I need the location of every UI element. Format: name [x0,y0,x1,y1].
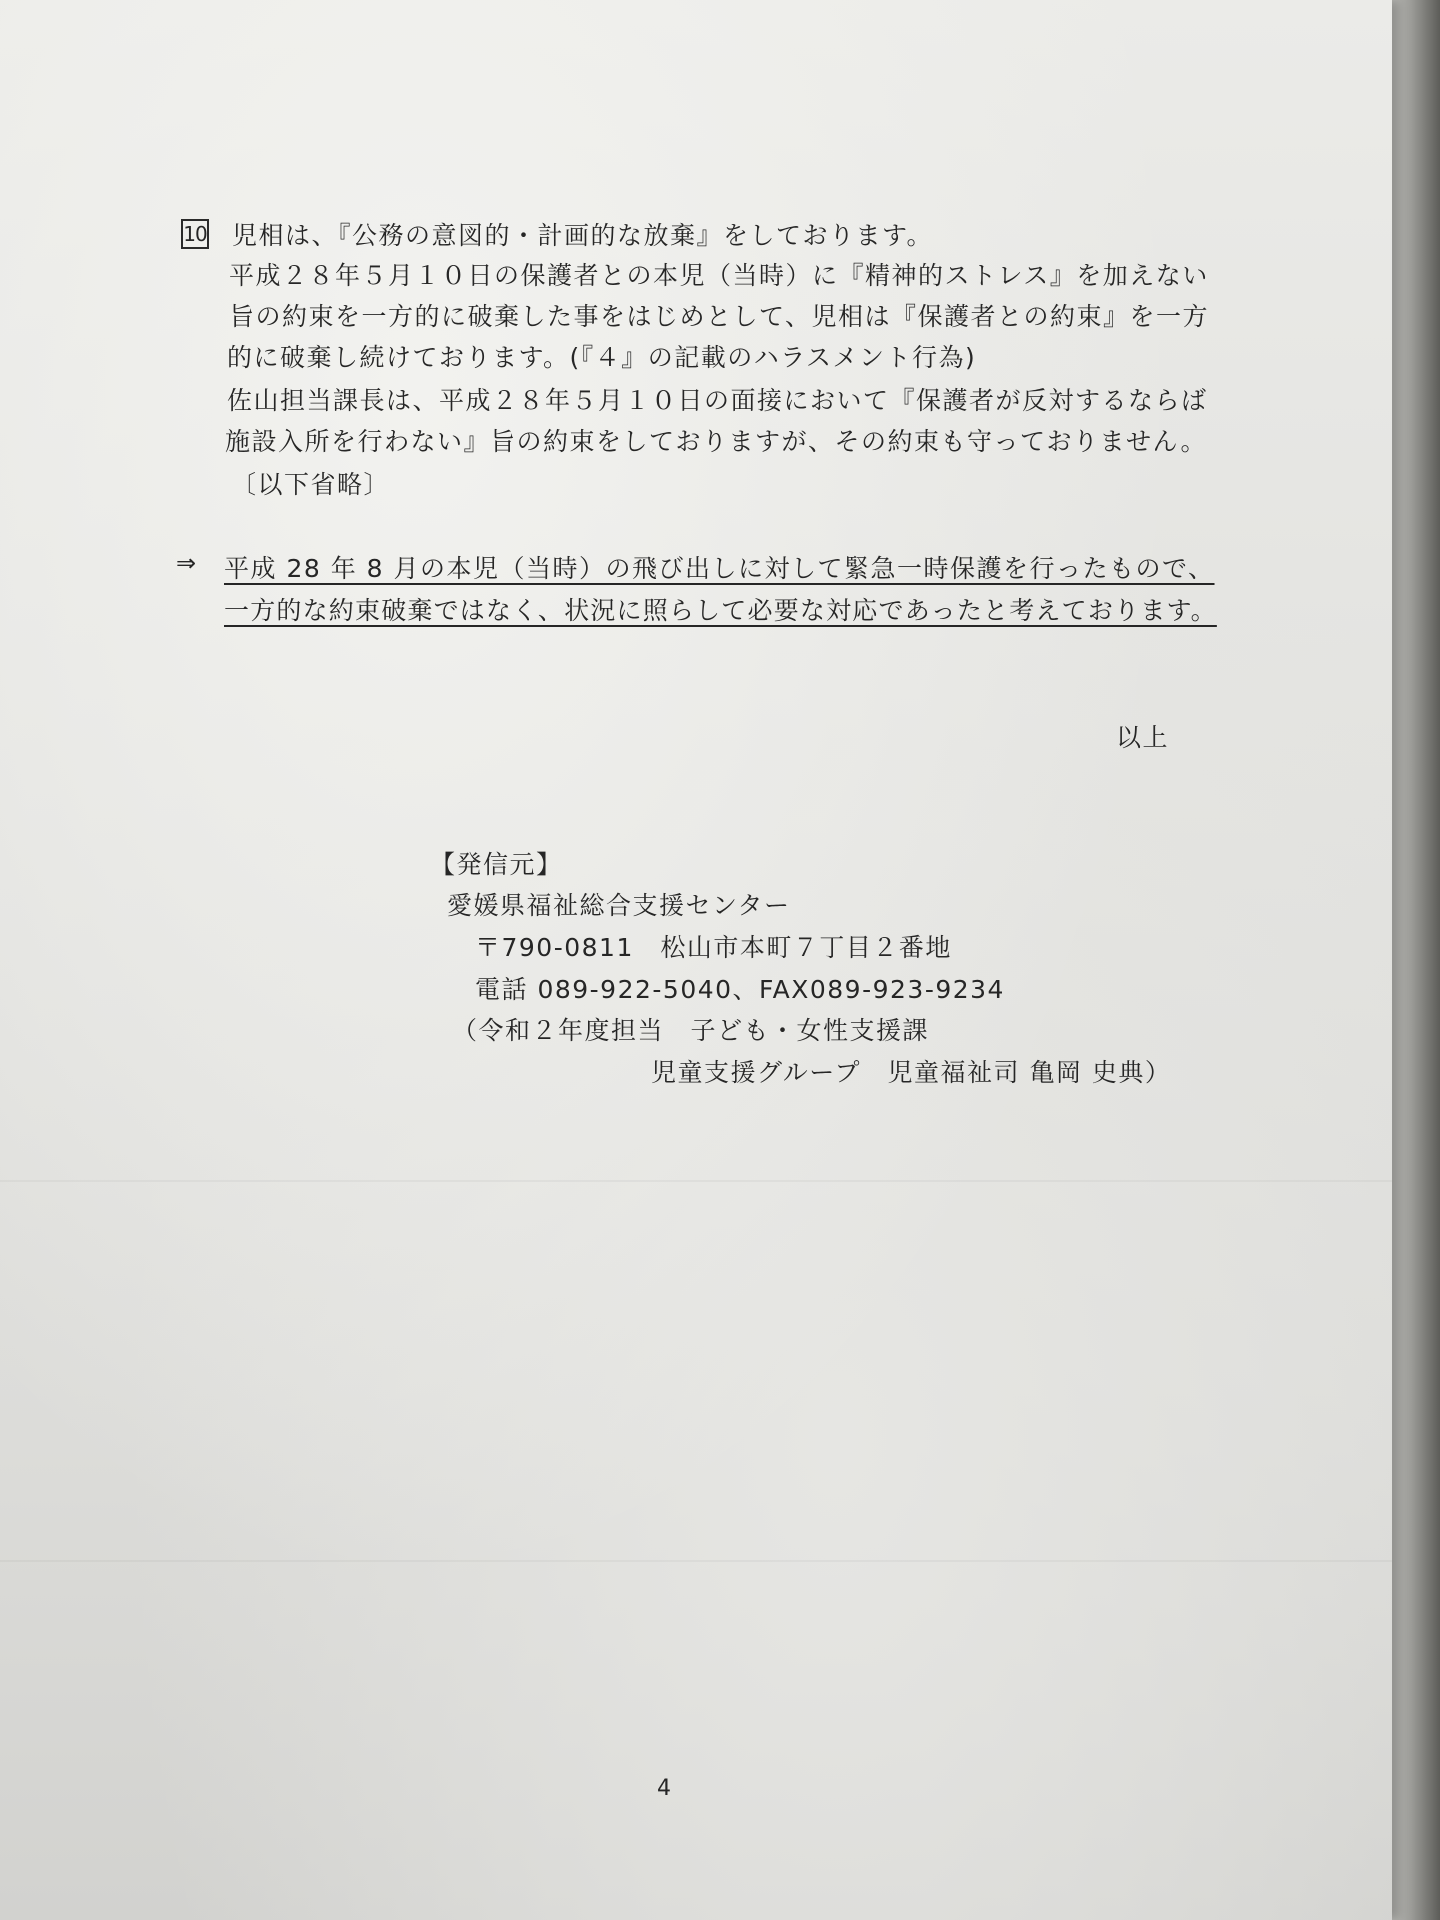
response-line-1: 平成 28 年 8 月の本児（当時）の飛び出しに対して緊急一時保護を行ったもので、 [224,554,1215,583]
sender-heading: 【発信元】 [430,850,563,879]
sender-phone: 電話 089-922-5040、FAX089-923-9234 [475,975,1005,1004]
item-line-2: 平成２８年５月１０日の保護者との本児（当時）に『精神的ストレス』を加えない [229,261,1209,290]
item-line-7: 〔以下省略〕 [231,470,391,499]
sender-charge-line-2: 児童支援グループ 児童福祉司 亀岡 史典） [651,1058,1172,1087]
sender-address: 〒790-0811 松山市本町７丁目２番地 [475,933,952,962]
page-number: 4 [657,1776,673,1801]
item-line-6: 施設入所を行わない』旨の約束をしておりますが、その約束も守っておりません。 [225,427,1208,456]
response-line-2: 一方的な約束破棄ではなく、状況に照らして必要な対応であったと考えております。 [224,596,1217,625]
item-line-4: 的に破棄し続けております。(『４』の記載のハラスメント行為) [227,343,977,372]
sender-charge-line-1: （令和２年度担当 子ども・女性支援課 [452,1016,930,1045]
background-edge [1392,0,1440,1920]
item-line-1: 児相は、『公務の意図的・計画的な放棄』をしております。 [232,221,934,250]
paper-crease [0,1180,1392,1182]
closing-text: 以上 [1116,723,1170,752]
item-line-3: 旨の約束を一方的に破棄した事をはじめとして、児相は『保護者との約束』を一方 [229,302,1210,331]
paper-crease [0,1560,1392,1562]
sender-organization: 愛媛県福祉総合支援センター [447,891,791,920]
response-arrow: ⇒ [176,549,197,577]
item-line-5: 佐山担当課長は、平成２８年５月１０日の面接において『保護者が反対するならば [227,386,1208,415]
item-number-box: 10 [181,219,209,249]
